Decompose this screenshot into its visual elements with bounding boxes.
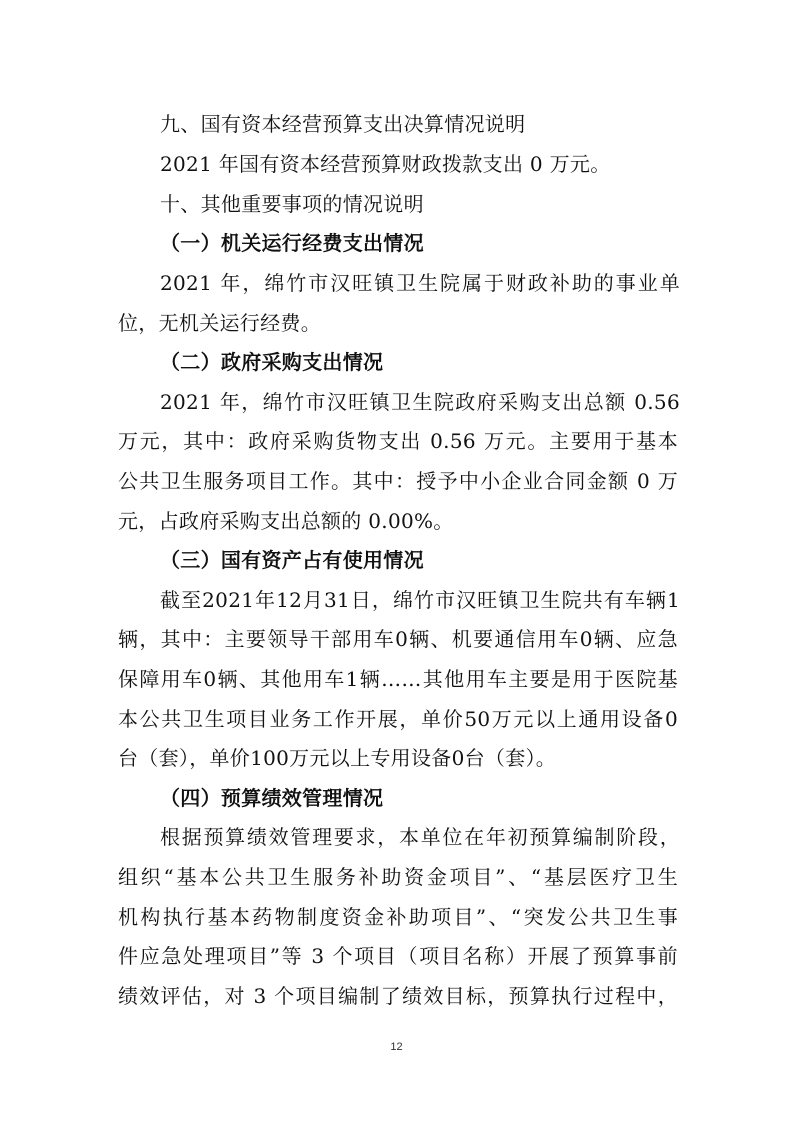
paragraph-line: 台（套），单价100万元以上专用设备0台（套）。	[118, 746, 557, 770]
paragraph-line: 组织“基本公共卫生服务补助资金项目”、“基层医疗卫生	[118, 865, 678, 889]
paragraph-line: 位，无机关运行经费。	[118, 311, 321, 335]
section-heading-10: 十、其他重要事项的情况说明	[160, 192, 424, 216]
paragraph-line: 元，占政府采购支出总额的 0.00%。	[118, 509, 454, 533]
subsection-heading-2: （二）政府采购支出情况	[160, 350, 384, 374]
paragraph-line: 绩效评估，对 3 个项目编制了绩效目标，预算执行过程中，	[118, 984, 678, 1008]
paragraph-line: 公共卫生服务项目工作。其中：授予中小企业合同金额 0 万	[118, 469, 678, 493]
page-number: 12	[390, 1041, 403, 1053]
subsection-heading-1: （一）机关运行经费支出情况	[160, 231, 424, 255]
paragraph-line: 2021 年国有资本经营预算财政拨款支出 0 万元。	[160, 152, 611, 176]
paragraph-line: 万元，其中：政府采购货物支出 0.56 万元。主要用于基本	[118, 429, 678, 453]
paragraph-line: 件应急处理项目”等 3 个项目（项目名称）开展了预算事前	[118, 944, 678, 968]
paragraph-line: 截至2021年12月31日，绵竹市汉旺镇卫生院共有车辆1	[160, 588, 680, 612]
paragraph-line: 2021 年，绵竹市汉旺镇卫生院属于财政补助的事业单	[160, 271, 680, 295]
paragraph-line: 根据预算绩效管理要求，本单位在年初预算编制阶段，	[160, 825, 680, 849]
paragraph-line: 机构执行基本药物制度资金补助项目”、“突发公共卫生事	[118, 905, 678, 929]
paragraph-line: 保障用车0辆、其他用车1辆……其他用车主要是用于医院基	[118, 667, 678, 691]
subsection-heading-4: （四）预算绩效管理情况	[160, 786, 384, 810]
section-heading-9: 九、国有资本经营预算支出决算情况说明	[160, 112, 526, 136]
paragraph-line: 本公共卫生项目业务工作开展，单价50万元以上通用设备0	[118, 707, 678, 731]
subsection-heading-3: （三）国有资产占有使用情况	[160, 548, 424, 572]
paragraph-line: 2021 年，绵竹市汉旺镇卫生院政府采购支出总额 0.56	[160, 390, 680, 414]
paragraph-line: 辆，其中：主要领导干部用车0辆、机要通信用车0辆、应急	[118, 627, 678, 651]
